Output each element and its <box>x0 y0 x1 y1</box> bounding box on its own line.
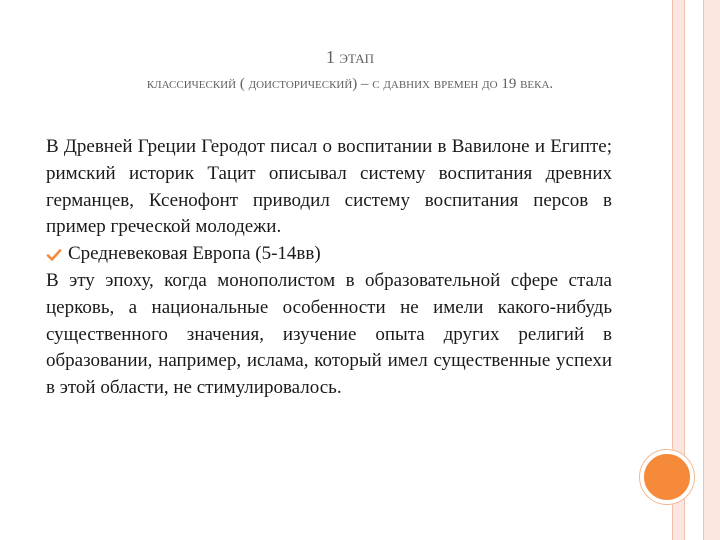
paragraph-medieval: В эту эпоху, когда монополистом в образовательной сфере стала церковь, а национальные особенности не имели какого-нибудь существенного значения, изучение опыта других религий в образовании, например, ислама, который имел существенные успехи в этой области, не стимулировалось. <box>46 269 612 399</box>
slide-content <box>46 134 612 402</box>
orange-circle-decoration <box>640 450 694 504</box>
checkmark-icon <box>46 245 62 261</box>
slide-title <box>20 44 680 96</box>
paragraph-ancient: В Древней Греции Геродот писал о воспитании в Вавилоне и Египте; римский историк Тацит описывал систему воспитания древних германцев, Ксенофонт приводил систему воспитания персов в пример греческой молодежи. <box>46 136 612 238</box>
title-line-2: классический ( доисторический) – с давних времен до 19 века. <box>146 76 554 92</box>
title-line-1: 1 этап <box>325 47 375 67</box>
bullet-text: Средневековая Европа (5-14вв) <box>68 243 321 265</box>
bullet-item <box>46 241 612 268</box>
